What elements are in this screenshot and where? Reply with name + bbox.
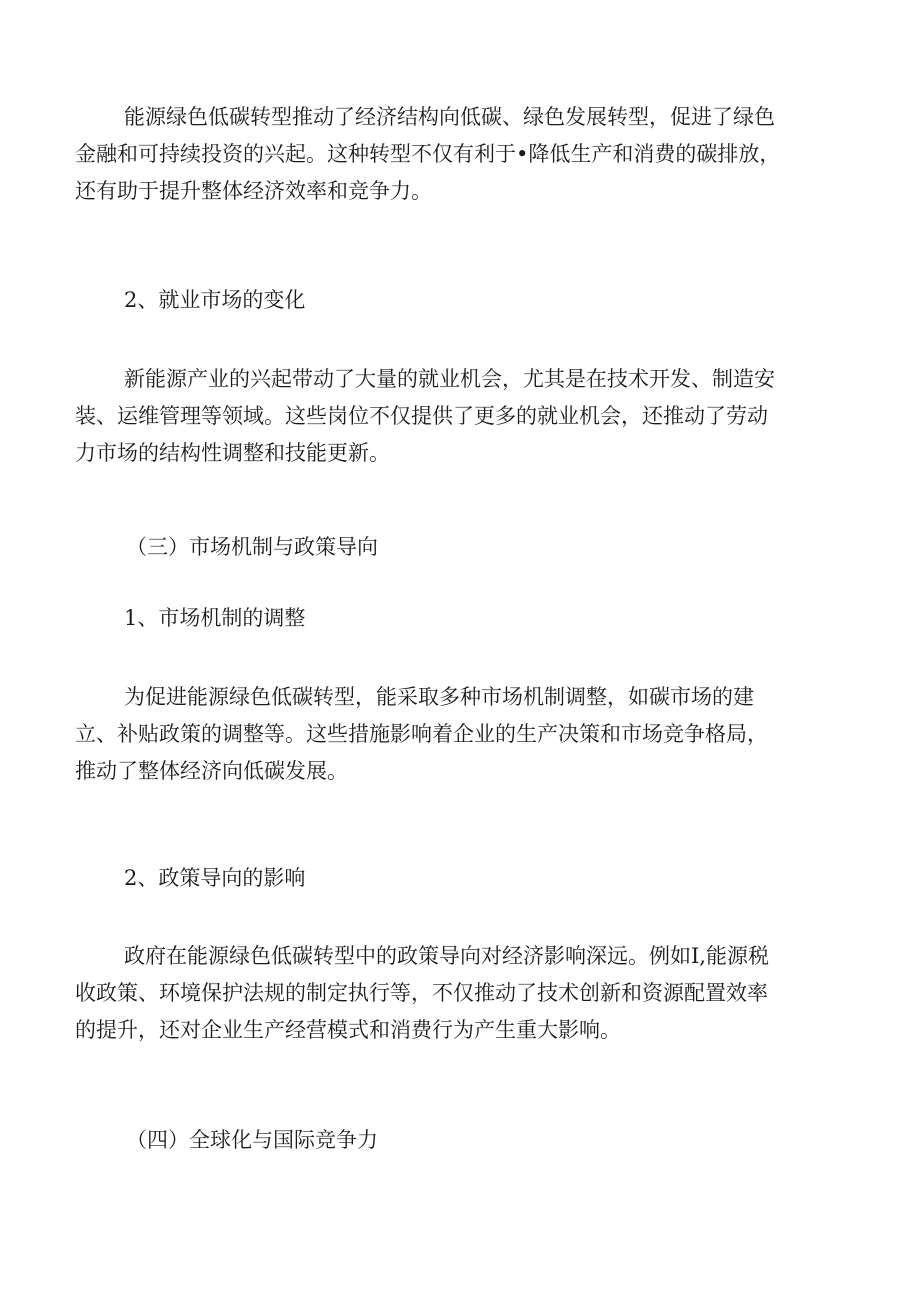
paragraph-line: 能源绿色低碳转型推动了经济结构向低碳、绿色发展转型，促进了绿色 [124,105,775,129]
heading-policy-impact: 2、政策导向的影响 [124,866,306,890]
paragraph-line: 的提升，还对企业生产经营模式和消费行为产生重大影响。 [75,1018,621,1042]
paragraph-line: 金融和可持续投资的兴起。这种转型不仅有利于•降低生产和消费的碳排放， [75,142,781,166]
paragraph-line: 装、运维管理等领域。这些岗位不仅提供了更多的就业机会，还推动了劳动 [75,404,768,428]
section-heading-globalization: （四）全球化与国际竞争力 [126,1128,378,1152]
paragraph-green-transition [75,99,845,210]
paragraph-line: 新能源产业的兴起带动了大量的就业机会，尤其是在技术开发、制造安 [124,367,775,391]
paragraph-line: 立、补贴政策的调整等。这些措施影响着企业的生产决策和市场竞争格局， [75,722,768,746]
paragraph-market-mechanism [75,679,845,790]
paragraph-line: 政府在能源绿色低碳转型中的政策导向对经济影响深远。例如I,能源税 [124,944,769,968]
paragraph-line: 收政策、环境保护法规的制定执行等，不仅推动了技术创新和资源配置效率 [75,981,768,1005]
paragraph-policy-impact [75,938,845,1049]
paragraph-employment [75,361,845,472]
heading-market-mechanism: 1、市场机制的调整 [124,606,306,630]
section-heading-market-policy: （三）市场机制与政策导向 [126,535,378,559]
paragraph-line: 为促进能源绿色低碳转型，能采取多种市场机制调整，如碳市场的建 [124,685,754,709]
paragraph-line: 还有助于提升整体经济效率和竞争力。 [75,179,432,203]
paragraph-line: 力市场的结构性调整和技能更新。 [75,441,390,465]
heading-employment-market: 2、就业市场的变化 [124,288,306,312]
paragraph-line: 推动了整体经济向低碳发展。 [75,759,348,783]
